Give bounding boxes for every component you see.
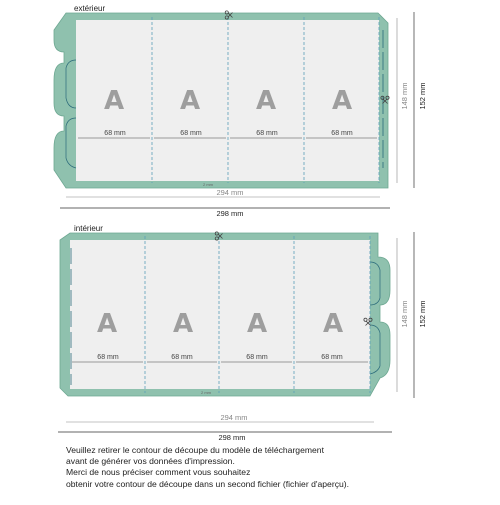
exterior-diagram — [54, 4, 427, 218]
exterior-outer-width-label: 298 mm — [216, 209, 244, 218]
interior-panel-width-label: 68 mm — [171, 354, 193, 361]
interior-label: intérieur — [74, 224, 103, 233]
exterior-inner-width-label: 294 mm — [216, 188, 244, 197]
exterior-panel-letter: A — [103, 86, 125, 116]
exterior-panel-width-label: 68 mm — [331, 130, 353, 137]
interior-panel-letter: A — [96, 309, 118, 339]
interior-panel-letter: A — [322, 309, 344, 339]
exterior-panel-letter: A — [255, 86, 277, 116]
interior-panel-width-label: 68 mm — [97, 354, 119, 361]
exterior-panel-letter: A — [331, 86, 353, 116]
interior-panel-width-label: 68 mm — [246, 354, 268, 361]
instructions-line: avant de générer vos données d'impression. — [66, 456, 235, 467]
interior-outer-height-label: 152 mm — [418, 300, 427, 328]
exterior-footer-mark: 2 mm — [203, 182, 213, 187]
exterior-inner-height-label: 148 mm — [400, 82, 409, 110]
exterior-label: extérieur — [74, 4, 106, 13]
exterior-panel-width-label: 68 mm — [256, 130, 278, 137]
interior-inner-width-label: 294 mm — [220, 413, 248, 422]
instructions-line: Merci de nous préciser comment vous souhaitez — [66, 467, 251, 478]
interior-panel-letter: A — [172, 309, 194, 339]
interior-diagram — [58, 224, 427, 442]
exterior-panel-width-label: 68 mm — [180, 130, 202, 137]
instructions-line: Veuillez retirer le contour de découpe du modèle de téléchargement — [66, 445, 324, 455]
instructions-text — [66, 445, 486, 490]
interior-inner-height-label: 148 mm — [400, 300, 409, 328]
interior-panel-width-label: 68 mm — [321, 354, 343, 361]
interior-footer-mark: 2 mm — [201, 390, 211, 395]
interior-panel-letter: A — [246, 309, 268, 339]
exterior-panel-letter: A — [179, 86, 201, 116]
interior-outer-width-label: 298 mm — [218, 433, 246, 442]
instructions-line: obtenir votre contour de découpe dans un second fichier (fichier d'aperçu). — [66, 478, 350, 489]
exterior-outer-height-label: 152 mm — [418, 82, 427, 110]
exterior-panel-width-label: 68 mm — [104, 130, 126, 137]
